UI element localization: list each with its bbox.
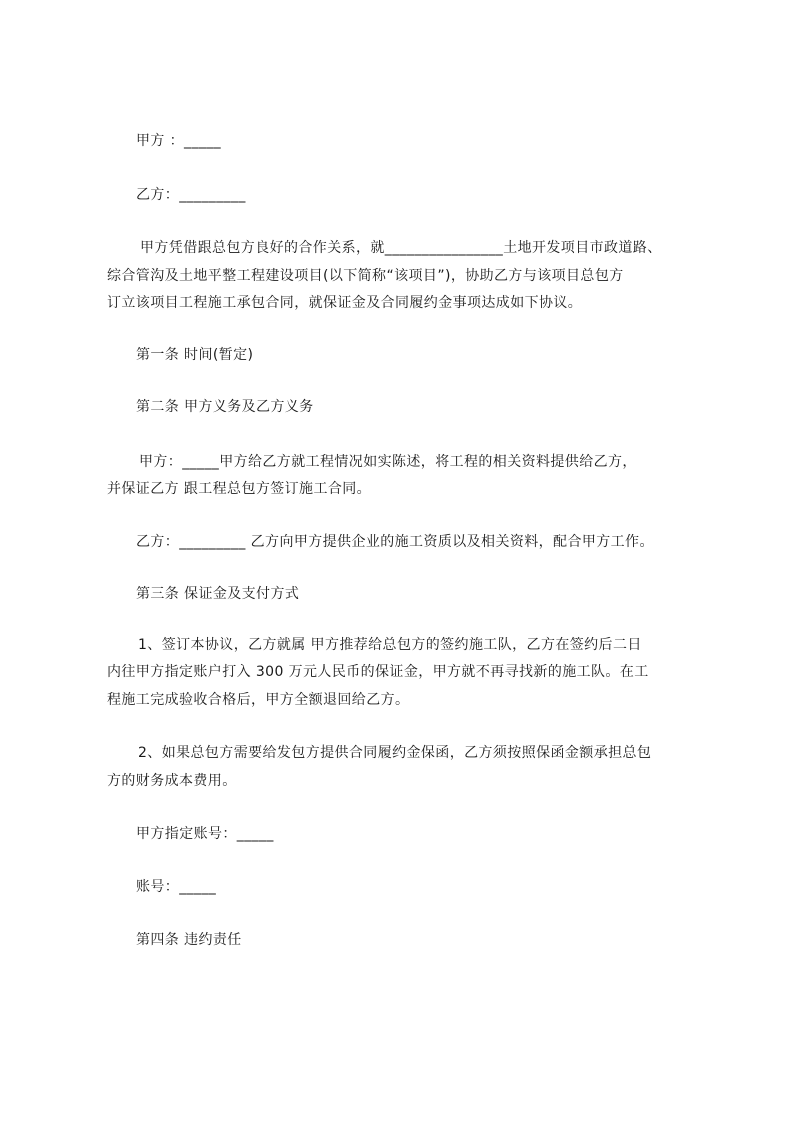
account-number: 账号：_____	[136, 879, 217, 895]
article-4-heading: 第四条 违约责任	[136, 932, 242, 948]
intro-line-3: 订立该项目工程施工承包合同，就保证金及合同履约金事项达成如下协议。	[107, 295, 583, 311]
article-2-heading: 第二条 甲方义务及乙方义务	[136, 399, 314, 415]
clause-2-line-1: 2、如果总包方需要给发包方提供合同履约金保函，乙方须按照保函金额承担总包	[138, 745, 652, 761]
party-a-duty-line-2: 并保证乙方 跟工程总包方签订施工合同。	[107, 481, 372, 497]
article-3-heading: 第三条 保证金及支付方式	[136, 586, 300, 602]
party-b-header: 乙方：_________	[136, 187, 246, 203]
party-b-duty: 乙方：_________ 乙方向甲方提供企业的施工资质以及相关资料，配合甲方工作。	[136, 534, 654, 550]
clause-1-line-3: 程施工完成验收合格后，甲方全额退回给乙方。	[107, 692, 410, 708]
article-1-heading: 第一条 时间(暂定)	[136, 347, 254, 363]
party-a-header: 甲方 ：_____	[136, 133, 222, 149]
designated-account: 甲方指定账号：_____	[136, 826, 274, 842]
party-a-duty-line-1: 甲方：_____甲方给乙方就工程情况如实陈述，将工程的相关资料提供给乙方，	[139, 454, 637, 470]
intro-line-2: 综合管沟及土地平整工程建设项目(以下简称“该项目”)，协助乙方与该项目总包方	[107, 268, 624, 284]
clause-1-line-1: 1、签订本协议，乙方就属 甲方推荐给总包方的签约施工队，乙方在签约后二日	[138, 637, 642, 653]
intro-line-1: 甲方凭借跟总包方良好的合作关系，就________________土地开发项目市政道路、	[140, 240, 662, 256]
clause-1-line-2: 内往甲方指定账户打入 300 万元人民币的保证金，甲方就不再寻找新的施工队。在工	[107, 664, 649, 680]
clause-2-line-2: 方的财务成本费用。	[107, 773, 237, 789]
